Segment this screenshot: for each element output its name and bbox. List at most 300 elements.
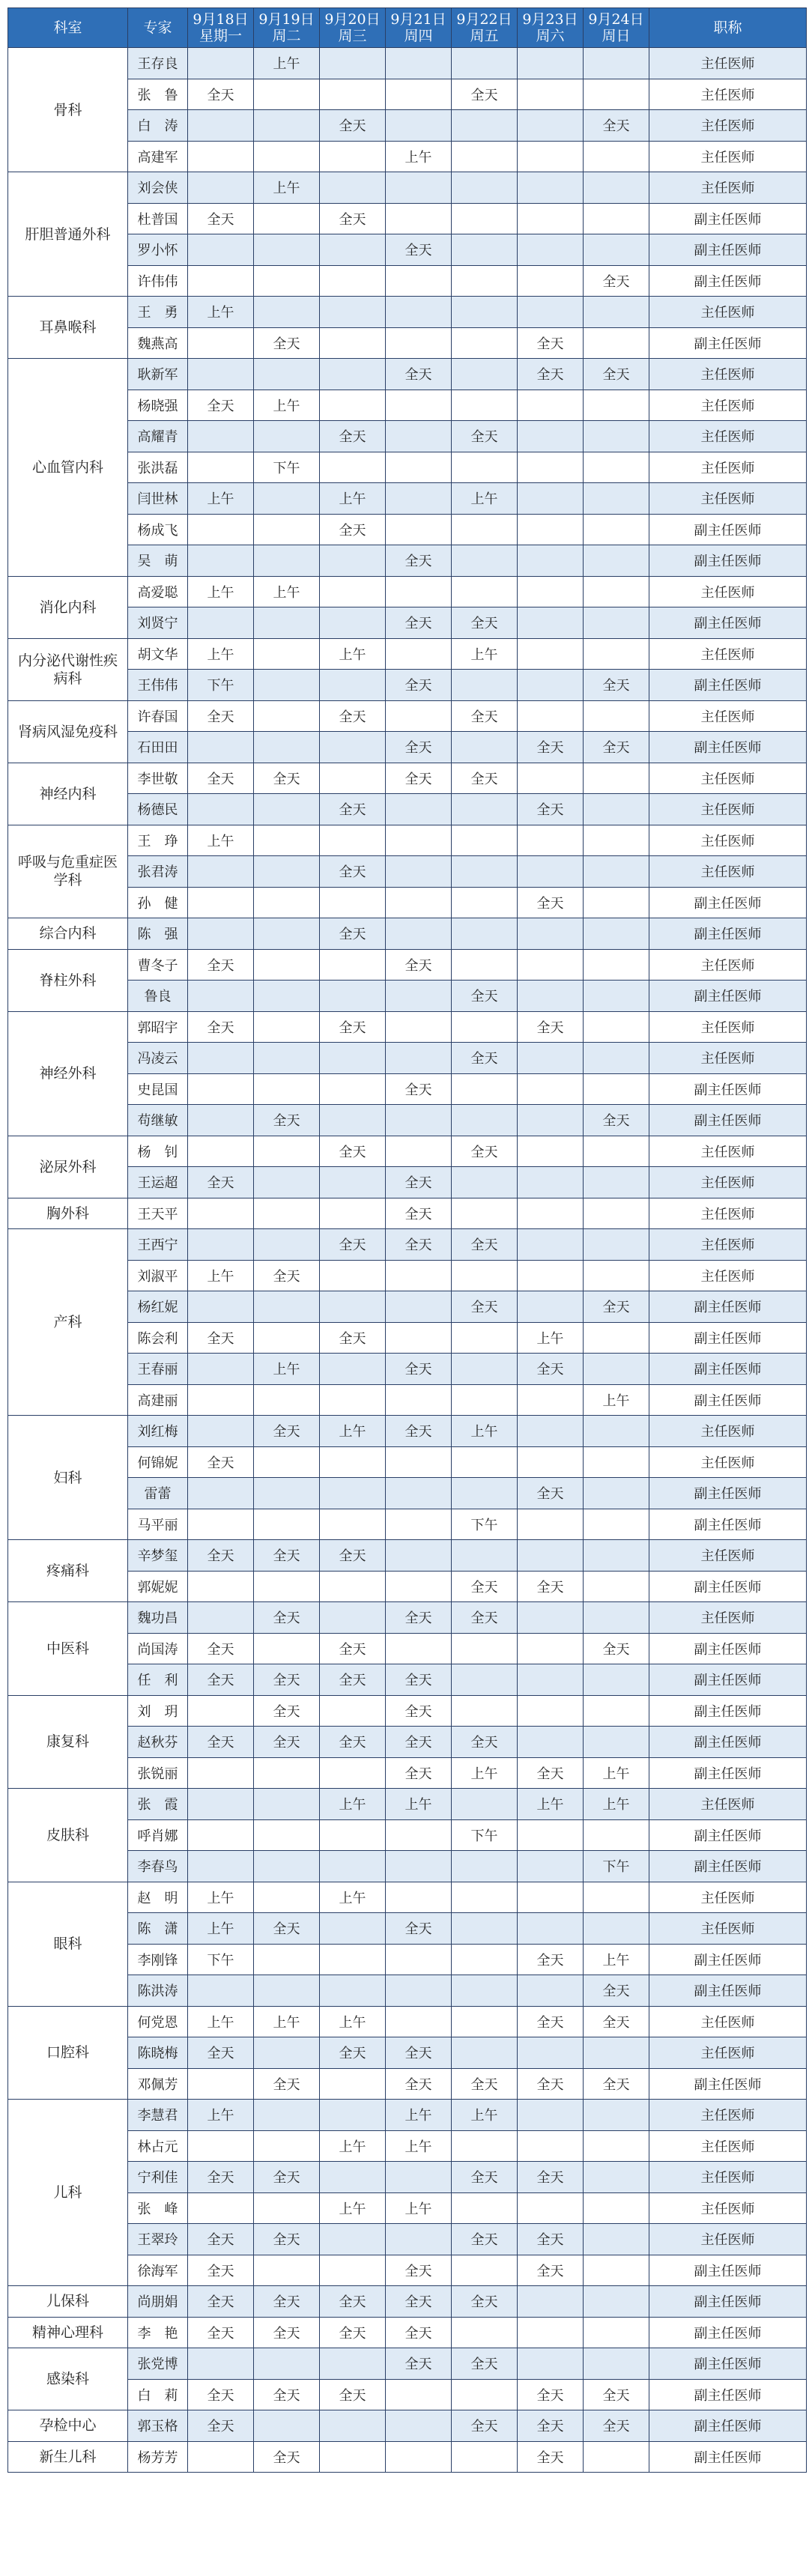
schedule-cell: 下午 [452, 1819, 518, 1851]
doctor-title: 主任医师 [649, 141, 807, 172]
schedule-cell: 上午 [452, 638, 518, 670]
schedule-cell [188, 359, 254, 390]
schedule-body [8, 48, 807, 2473]
schedule-cell [386, 1851, 452, 1882]
doctor-name: 王春丽 [128, 1354, 188, 1385]
schedule-cell [518, 2286, 584, 2318]
schedule-cell: 全天 [188, 949, 254, 981]
table-row [8, 2130, 807, 2162]
header-day [386, 8, 452, 48]
doctor-name: 张 霞 [128, 1789, 188, 1820]
schedule-cell [518, 2100, 584, 2131]
doctor-title: 副主任医师 [649, 203, 807, 234]
header-date: 9月18日 [193, 11, 249, 28]
schedule-cell [320, 1043, 386, 1074]
doctor-title: 副主任医师 [649, 2348, 807, 2380]
schedule-cell [518, 1633, 584, 1664]
schedule-cell [386, 452, 452, 483]
schedule-cell [452, 856, 518, 888]
doctor-name: 王存良 [128, 48, 188, 79]
schedule-cell: 全天 [254, 1540, 320, 1572]
schedule-cell [518, 1509, 584, 1540]
schedule-cell: 全天 [188, 203, 254, 234]
table-row [8, 1975, 807, 2007]
doctor-title: 主任医师 [649, 1043, 807, 1074]
department-cell: 儿科 [8, 2100, 128, 2286]
schedule-cell [584, 2130, 649, 2162]
schedule-cell [320, 2162, 386, 2193]
schedule-cell [386, 1291, 452, 1323]
schedule-cell: 全天 [188, 2162, 254, 2193]
schedule-cell: 全天 [452, 2068, 518, 2100]
schedule-cell [188, 327, 254, 359]
doctor-name: 王运超 [128, 1167, 188, 1198]
schedule-cell: 全天 [188, 1167, 254, 1198]
doctor-name: 郭玉格 [128, 2410, 188, 2442]
doctor-title: 副主任医师 [649, 1322, 807, 1354]
schedule-cell [188, 2068, 254, 2100]
schedule-cell: 全天 [386, 1167, 452, 1198]
schedule-cell [254, 1043, 320, 1074]
schedule-cell: 全天 [188, 700, 254, 732]
schedule-cell [254, 670, 320, 701]
schedule-cell: 上午 [188, 1260, 254, 1291]
schedule-cell [254, 638, 320, 670]
schedule-cell [452, 297, 518, 328]
doctor-name: 张党博 [128, 2348, 188, 2380]
schedule-cell: 全天 [584, 2410, 649, 2442]
schedule-cell: 全天 [518, 2410, 584, 2442]
department-cell: 疼痛科 [8, 1540, 128, 1602]
schedule-cell: 上午 [584, 1789, 649, 1820]
schedule-cell [188, 1073, 254, 1105]
table-row [8, 1571, 807, 1602]
schedule-cell [254, 918, 320, 950]
schedule-cell: 全天 [320, 700, 386, 732]
schedule-cell [254, 265, 320, 297]
schedule-cell [254, 1291, 320, 1323]
schedule-cell [188, 110, 254, 142]
schedule-cell: 全天 [518, 2255, 584, 2286]
department-cell: 中医科 [8, 1602, 128, 1696]
schedule-cell [188, 265, 254, 297]
schedule-cell [518, 700, 584, 732]
doctor-title: 副主任医师 [649, 1819, 807, 1851]
schedule-cell: 全天 [518, 887, 584, 918]
schedule-cell [386, 1322, 452, 1354]
header-date: 9月22日 [456, 11, 512, 28]
schedule-cell: 全天 [584, 359, 649, 390]
schedule-cell [386, 110, 452, 142]
schedule-cell [452, 949, 518, 981]
schedule-cell: 全天 [386, 607, 452, 639]
schedule-cell [452, 172, 518, 204]
schedule-cell [518, 918, 584, 950]
table-row [8, 1944, 807, 1975]
schedule-cell [254, 1136, 320, 1167]
schedule-cell [386, 421, 452, 452]
doctor-title: 主任医师 [649, 1198, 807, 1229]
schedule-cell [518, 1664, 584, 1696]
schedule-cell [518, 2348, 584, 2380]
schedule-cell: 全天 [386, 2317, 452, 2348]
schedule-cell [254, 1633, 320, 1664]
table-row [8, 2441, 807, 2473]
doctor-title: 副主任医师 [649, 1664, 807, 1696]
schedule-cell: 上午 [320, 638, 386, 670]
schedule-cell [584, 48, 649, 79]
department-cell: 妇科 [8, 1416, 128, 1540]
schedule-cell: 全天 [386, 1664, 452, 1696]
schedule-cell [518, 452, 584, 483]
schedule-cell [518, 79, 584, 110]
schedule-cell: 上午 [188, 825, 254, 856]
doctor-title: 副主任医师 [649, 1384, 807, 1416]
schedule-cell: 全天 [518, 732, 584, 763]
doctor-title: 主任医师 [649, 2162, 807, 2193]
schedule-cell [452, 2379, 518, 2410]
schedule-cell [386, 2224, 452, 2255]
schedule-cell [320, 1260, 386, 1291]
doctor-name: 何党恩 [128, 2006, 188, 2037]
schedule-cell [452, 1633, 518, 1664]
schedule-cell: 全天 [584, 1633, 649, 1664]
schedule-cell [452, 794, 518, 825]
table-row [8, 1384, 807, 1416]
doctor-name: 许春国 [128, 700, 188, 732]
schedule-cell: 全天 [254, 1695, 320, 1727]
table-row [8, 1851, 807, 1882]
schedule-cell [320, 390, 386, 421]
department-cell: 骨科 [8, 48, 128, 172]
doctor-name: 罗小怀 [128, 234, 188, 266]
doctor-name: 杨晓强 [128, 390, 188, 421]
schedule-cell [584, 1354, 649, 1385]
doctor-name: 王天平 [128, 1198, 188, 1229]
schedule-cell [584, 1198, 649, 1229]
schedule-cell [188, 1602, 254, 1634]
doctor-name: 冯凌云 [128, 1043, 188, 1074]
schedule-cell [254, 1757, 320, 1789]
schedule-cell [254, 1819, 320, 1851]
doctor-name: 杨 钊 [128, 1136, 188, 1167]
doctor-name: 雷蕾 [128, 1478, 188, 1509]
doctor-title: 主任医师 [649, 638, 807, 670]
schedule-cell: 上午 [188, 2100, 254, 2131]
schedule-cell: 全天 [254, 2162, 320, 2193]
schedule-cell [452, 390, 518, 421]
schedule-cell [518, 1727, 584, 1758]
doctor-title: 主任医师 [649, 1167, 807, 1198]
schedule-cell: 全天 [518, 359, 584, 390]
schedule-cell: 全天 [188, 2379, 254, 2410]
schedule-cell [452, 2255, 518, 2286]
table-row [8, 1260, 807, 1291]
doctor-title: 主任医师 [649, 1540, 807, 1572]
schedule-cell [188, 981, 254, 1012]
table-row [8, 1073, 807, 1105]
schedule-cell [320, 2100, 386, 2131]
schedule-cell [518, 2192, 584, 2224]
header-date: 9月20日 [324, 11, 381, 28]
schedule-cell: 全天 [188, 1540, 254, 1572]
table-row [8, 79, 807, 110]
schedule-cell [320, 1944, 386, 1975]
schedule-cell [518, 1384, 584, 1416]
schedule-cell [320, 1509, 386, 1540]
schedule-cell [320, 48, 386, 79]
schedule-cell [254, 607, 320, 639]
table-row [8, 1291, 807, 1323]
doctor-title: 副主任医师 [649, 1354, 807, 1385]
schedule-cell [188, 421, 254, 452]
schedule-cell [188, 1509, 254, 1540]
schedule-cell [452, 514, 518, 545]
doctor-title: 副主任医师 [649, 1291, 807, 1323]
doctor-title: 主任医师 [649, 1789, 807, 1820]
schedule-cell [254, 794, 320, 825]
schedule-cell [386, 794, 452, 825]
schedule-cell [584, 607, 649, 639]
schedule-cell [188, 2441, 254, 2473]
schedule-cell: 全天 [188, 2286, 254, 2318]
schedule-cell [320, 2410, 386, 2442]
table-row [8, 1322, 807, 1354]
schedule-cell: 全天 [320, 2317, 386, 2348]
schedule-cell: 上午 [386, 1789, 452, 1820]
doctor-name: 马平丽 [128, 1509, 188, 1540]
doctor-name: 陈晓梅 [128, 2037, 188, 2069]
schedule-cell [386, 48, 452, 79]
header-day [254, 8, 320, 48]
schedule-cell: 全天 [188, 79, 254, 110]
schedule-cell [188, 732, 254, 763]
table-row [8, 1136, 807, 1167]
schedule-cell: 上午 [254, 390, 320, 421]
doctor-name: 魏功昌 [128, 1602, 188, 1634]
schedule-cell [188, 1105, 254, 1136]
doctor-name: 张 峰 [128, 2192, 188, 2224]
schedule-cell [320, 1354, 386, 1385]
schedule-cell: 全天 [320, 203, 386, 234]
schedule-cell: 全天 [452, 1727, 518, 1758]
schedule-cell [584, 327, 649, 359]
schedule-cell: 全天 [452, 1136, 518, 1167]
schedule-cell: 全天 [320, 1633, 386, 1664]
table-row [8, 2348, 807, 2380]
schedule-cell: 全天 [320, 856, 386, 888]
schedule-cell [386, 390, 452, 421]
schedule-cell: 全天 [254, 763, 320, 794]
schedule-cell [584, 1602, 649, 1634]
schedule-cell [188, 545, 254, 577]
department-cell: 泌尿外科 [8, 1136, 128, 1198]
schedule-cell [254, 700, 320, 732]
schedule-cell: 全天 [452, 607, 518, 639]
doctor-title: 主任医师 [649, 452, 807, 483]
schedule-cell [386, 700, 452, 732]
schedule-cell [254, 2192, 320, 2224]
schedule-cell: 全天 [320, 1322, 386, 1354]
table-row [8, 297, 807, 328]
table-row [8, 2100, 807, 2131]
schedule-cell [518, 1975, 584, 2007]
schedule-cell [320, 172, 386, 204]
schedule-cell [518, 1851, 584, 1882]
schedule-cell [584, 2348, 649, 2380]
department-cell: 感染科 [8, 2348, 128, 2410]
schedule-cell [386, 1384, 452, 1416]
table-row [8, 1478, 807, 1509]
doctor-name: 辛梦玺 [128, 1540, 188, 1572]
schedule-cell: 全天 [452, 2224, 518, 2255]
table-row [8, 545, 807, 577]
schedule-cell [518, 297, 584, 328]
header-row [8, 8, 807, 48]
schedule-cell [518, 607, 584, 639]
table-row [8, 670, 807, 701]
department-cell: 神经内科 [8, 763, 128, 825]
schedule-cell [188, 1571, 254, 1602]
schedule-cell [320, 452, 386, 483]
department-cell: 消化内科 [8, 576, 128, 638]
schedule-cell [518, 234, 584, 266]
schedule-cell [518, 670, 584, 701]
doctor-name: 陈洪涛 [128, 1975, 188, 2007]
table-row [8, 2162, 807, 2193]
schedule-cell: 全天 [320, 1229, 386, 1261]
schedule-cell [320, 1602, 386, 1634]
department-cell: 心血管内科 [8, 359, 128, 577]
schedule-cell [254, 2100, 320, 2131]
schedule-cell [452, 2317, 518, 2348]
schedule-cell [518, 949, 584, 981]
schedule-cell [188, 1819, 254, 1851]
schedule-cell [386, 981, 452, 1012]
table-row [8, 1789, 807, 1820]
table-row [8, 1011, 807, 1043]
schedule-table [7, 7, 807, 2473]
schedule-cell: 全天 [452, 700, 518, 732]
schedule-cell [518, 1136, 584, 1167]
doctor-title: 副主任医师 [649, 545, 807, 577]
schedule-cell: 上午 [584, 1944, 649, 1975]
doctor-name: 邓佩芳 [128, 2068, 188, 2100]
schedule-cell [386, 887, 452, 918]
schedule-cell [518, 2317, 584, 2348]
department-cell: 产科 [8, 1229, 128, 1416]
schedule-cell [188, 2192, 254, 2224]
schedule-cell: 全天 [452, 2162, 518, 2193]
schedule-cell [518, 1198, 584, 1229]
doctor-title: 副主任医师 [649, 670, 807, 701]
schedule-cell: 上午 [452, 2100, 518, 2131]
header-dept: 科室 [8, 8, 128, 48]
doctor-name: 王 琤 [128, 825, 188, 856]
doctor-title: 主任医师 [649, 1416, 807, 1447]
header-expert: 专家 [128, 8, 188, 48]
schedule-cell [452, 1540, 518, 1572]
doctor-title: 主任医师 [649, 2006, 807, 2037]
doctor-title: 主任医师 [649, 825, 807, 856]
table-row [8, 1416, 807, 1447]
schedule-cell [584, 1882, 649, 1913]
schedule-cell [584, 1322, 649, 1354]
doctor-title: 主任医师 [649, 856, 807, 888]
doctor-title: 主任医师 [649, 1882, 807, 1913]
schedule-cell: 上午 [188, 483, 254, 515]
schedule-cell [320, 949, 386, 981]
table-row [8, 265, 807, 297]
schedule-cell [386, 2410, 452, 2442]
doctor-name: 刘 玥 [128, 1695, 188, 1727]
doctor-name: 高建丽 [128, 1384, 188, 1416]
schedule-cell [584, 1478, 649, 1509]
schedule-cell [584, 576, 649, 607]
schedule-cell [320, 2441, 386, 2473]
table-row [8, 359, 807, 390]
schedule-cell: 全天 [584, 1975, 649, 2007]
schedule-cell [188, 607, 254, 639]
table-row [8, 452, 807, 483]
schedule-cell [320, 670, 386, 701]
schedule-cell: 上午 [518, 1789, 584, 1820]
schedule-cell: 上午 [188, 638, 254, 670]
schedule-cell [188, 1975, 254, 2007]
schedule-cell: 全天 [386, 1073, 452, 1105]
table-row [8, 638, 807, 670]
schedule-cell: 全天 [452, 2348, 518, 2380]
schedule-cell: 全天 [452, 1291, 518, 1323]
schedule-cell [518, 1695, 584, 1727]
schedule-cell: 全天 [254, 1260, 320, 1291]
doctor-name: 王西宁 [128, 1229, 188, 1261]
schedule-cell: 全天 [254, 1602, 320, 1634]
header-weekday: 周六 [536, 28, 565, 44]
schedule-cell [386, 576, 452, 607]
schedule-cell: 全天 [254, 327, 320, 359]
schedule-cell: 上午 [386, 141, 452, 172]
schedule-cell: 全天 [188, 390, 254, 421]
schedule-cell [188, 794, 254, 825]
schedule-cell [320, 825, 386, 856]
schedule-cell: 全天 [386, 1198, 452, 1229]
schedule-cell: 全天 [452, 2410, 518, 2442]
header-weekday: 周五 [470, 28, 499, 44]
schedule-cell: 上午 [320, 1882, 386, 1913]
schedule-cell [584, 2441, 649, 2473]
table-row [8, 1446, 807, 1478]
doctor-name: 呼肖娜 [128, 1819, 188, 1851]
schedule-cell: 下午 [188, 670, 254, 701]
schedule-cell [452, 2441, 518, 2473]
schedule-cell [518, 1260, 584, 1291]
schedule-cell: 全天 [188, 1727, 254, 1758]
schedule-cell [188, 1384, 254, 1416]
schedule-cell [452, 234, 518, 266]
table-row [8, 172, 807, 204]
doctor-title: 主任医师 [649, 1913, 807, 1945]
schedule-cell [584, 79, 649, 110]
schedule-cell [386, 327, 452, 359]
doctor-name: 尚国涛 [128, 1633, 188, 1664]
schedule-cell [518, 638, 584, 670]
doctor-title: 主任医师 [649, 2100, 807, 2131]
schedule-cell [584, 421, 649, 452]
schedule-cell [518, 763, 584, 794]
schedule-cell [254, 203, 320, 234]
schedule-cell [452, 1198, 518, 1229]
